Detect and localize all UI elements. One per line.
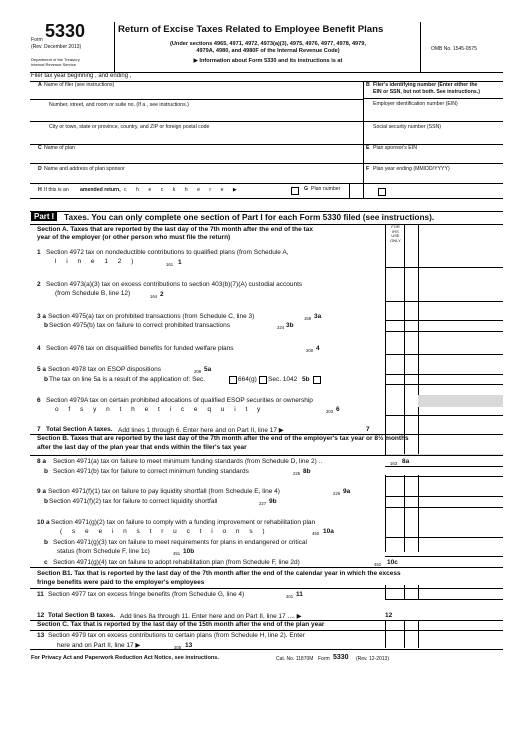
footer-revision: (Rev. 12-2013): [356, 656, 389, 662]
section-a-heading-1: Section A. Taxes that are reported by the last day of the 7th month after the end of the tax: [37, 226, 313, 233]
line-10c-text: Section 4971(g)(4) tax on failure to adopt rehabilitation plan (from Schedule F, line 2d): [53, 559, 300, 566]
line-10c-ref: 10c: [387, 559, 398, 566]
form-number: 5330: [45, 21, 86, 41]
line-7-bold-label: Total Section A taxes.: [46, 426, 113, 433]
section-a-heading-2: year of the employer (or other person who must file the return): [37, 234, 231, 241]
line-9a-code: 226: [333, 491, 341, 496]
field-c-letter: C: [38, 145, 42, 151]
irs-use-only-label: FOR IRS USE ONLY: [390, 224, 401, 243]
line-6-code: 203: [326, 409, 334, 414]
field-g-letter: G: [304, 186, 309, 192]
line-2-ref: 2: [160, 291, 164, 298]
line-5a-text: Section 4978 tax on ESOP dispositions: [48, 366, 161, 373]
line-6-text-cont: o f s y n t h e t i c e q u i t y: [55, 406, 265, 413]
instructions-info: ▶ Information about Form 5330 and its instructions is at: [193, 58, 343, 64]
line-5a-ref: 5a: [204, 366, 212, 373]
line-2-code: 164: [150, 294, 158, 299]
field-e-letter: E: [366, 145, 370, 151]
subtitle-line-1: (Under sections 4965, 4971, 4972, 4973(a)(3), 4975, 4976, 4977, 4978, 4979,: [170, 41, 366, 47]
revision-date: (Rev. December 2013): [31, 44, 82, 50]
plan-number-field[interactable]: Plan number: [311, 186, 341, 192]
line-5b-ref: 5b: [302, 376, 310, 383]
line-10a-number: 10 a: [37, 519, 50, 526]
catalog-number: Cat. No. 11870M: [276, 656, 314, 662]
line-5a-code: 209: [194, 369, 202, 374]
line-3a-number: 3 a: [37, 313, 47, 320]
part-i-title: Taxes. You can only complete one section of Part I for each Form 5330 filed (see instructions).: [64, 212, 435, 222]
line-3a-code: 159: [304, 316, 312, 321]
section-b-heading-2: after the last day of the plan year that ends within the filer's tax year: [37, 444, 247, 451]
line-1-text-cont: l i n e 1 2 ): [55, 258, 138, 265]
line-3b-text: Section 4975(b) tax on failure to correct prohibited transactions: [49, 322, 231, 329]
sec-1042-checkbox[interactable]: [259, 376, 267, 384]
line-10a-text: Section 4971(g)(2) tax on failure to comply with a funding improvement or rehabilitation plan: [51, 519, 316, 526]
line-12-text: Add lines 8a through 11. Enter here and on Part II, line 17 .... ▶: [120, 613, 302, 620]
line-10b-number: b: [44, 539, 48, 546]
field-d-letter: D: [38, 166, 42, 172]
ein-field[interactable]: Employer identification number (EIN): [373, 101, 458, 107]
line-5b-text: The tax on line 5a is a result of the application of: Sec.: [49, 376, 206, 383]
sponsor-ein-field[interactable]: Plan sponsor's EIN: [373, 145, 417, 151]
form-title: Return of Excise Taxes Related to Employee Benefit Plans: [118, 24, 384, 35]
line-1-code: 161: [166, 262, 174, 267]
tax-year-line: Filer tax year beginning , and ending ,: [31, 73, 132, 79]
line-12-number: 12: [37, 612, 45, 619]
line-7-ref: 7: [366, 426, 370, 433]
line-13-text-cont: here and on Part II, line 17 ▶: [57, 642, 141, 649]
line-11-text: Section 4977 tax on excess fringe benefits (from Schedule G, line 4): [48, 591, 245, 598]
line-10b-text-cont: status (from Schedule F, line 1c): [57, 548, 150, 555]
line-7-text: Add lines 1 through 6. Enter here and on Part II, line 17 ▶: [118, 427, 284, 434]
line-8b-code: 225: [293, 471, 301, 476]
line-4-text: Section 4976 tax on disqualified benefits for funded welfare plans: [46, 345, 234, 352]
field-a-letter: A: [38, 82, 42, 88]
line-10b-ref: 10b: [183, 548, 195, 555]
line-8b-number: b: [44, 468, 48, 475]
field-b-letter: B: [366, 82, 370, 88]
line-10c-number: c: [44, 559, 48, 566]
filer-id-label-1: Filer's identifying number (Enter either the: [373, 82, 478, 88]
ssn-field[interactable]: Social security number (SSN): [373, 124, 442, 130]
part-i-label: Part I: [31, 212, 57, 221]
line-9a-text: Section 4971(f)(1) tax on failure to pay liquidity shortfall (from Schedule E, line 4): [48, 488, 280, 495]
line-13-code: 205: [174, 645, 182, 650]
sec-664g-checkbox[interactable]: [229, 376, 237, 384]
filer-id-label-2: EIN or SSN, but not both. See instructions.): [373, 89, 480, 95]
line-5b-checkbox[interactable]: [313, 376, 321, 384]
section-b-heading-1: Section B. Taxes that are reported by the last day of the 7th month after the end of the employer's tax year or 8½ months: [37, 435, 409, 442]
line-3a-text: Section 4975(a) tax on prohibited transactions (from Schedule C, line 3): [48, 313, 255, 320]
field-h-letter: H: [38, 187, 42, 193]
subtitle-line-2: 4979A, 4980, and 4980F of the Internal Revenue Code): [196, 48, 340, 54]
city-state-zip-field[interactable]: City or town, state or province, country, and ZIP or foreign postal code: [49, 124, 210, 130]
line-7-number: 7: [37, 426, 41, 433]
amended-return-label: amended return,: [80, 187, 121, 193]
line-11-code: 201: [286, 594, 294, 599]
footer-form-word: Form: [318, 656, 330, 662]
line-12-ref: 12: [385, 612, 393, 619]
line-8a-code: 163: [390, 461, 398, 466]
line-5a-number: 5 a: [37, 366, 47, 373]
line-2-text-cont: (from Schedule B, line 12): [55, 290, 131, 297]
line-1-ref: 1: [178, 259, 182, 266]
sec-664g-label: 664(g): [238, 376, 257, 383]
form-label: Form: [31, 37, 43, 43]
line-9b-ref: 9b: [269, 498, 277, 505]
line-6-number: 6: [37, 397, 41, 404]
line-13-ref: 13: [185, 642, 193, 649]
line-8b-ref: 8b: [303, 468, 311, 475]
line-9b-text: Section 4971(f)(2) tax for failure to correct liquidity shortfall: [49, 498, 218, 505]
plan-number-checkbox[interactable]: [378, 188, 386, 196]
field-f-letter: F: [366, 166, 370, 172]
sponsor-name-address-field[interactable]: Name and address of plan sponsor: [44, 166, 125, 172]
line-2-text: Section 4973(a)(3) tax on excess contributions to section 403(b)(7)(A) custodial accounts: [46, 281, 303, 288]
privacy-notice: For Privacy Act and Paperwork Reduction Act Notice, see instructions.: [31, 655, 219, 661]
omb-number: OMB No. 1545-0575: [431, 46, 477, 52]
line-10b-code: 451: [173, 551, 181, 556]
line-9b-code: 227: [259, 501, 267, 506]
line-3b-ref: 3b: [286, 322, 294, 329]
line-4-number: 4: [37, 345, 41, 352]
line-3b-number: b: [44, 322, 48, 329]
section-b1-heading-2: fringe benefits were paid to the employer's employees: [37, 579, 205, 586]
line-6-text: Section 4979A tax on certain prohibited allocations of qualified ESOP securities or ownership: [46, 397, 313, 404]
line-10a-text-cont: ( s e e i n s t r u c t i o n s ): [60, 528, 269, 535]
amended-prefix: If this is an: [44, 187, 69, 193]
line-9a-number: 9 a: [37, 488, 47, 495]
line-8a-ref: 8a: [402, 458, 410, 465]
line-13-text: Section 4979 tax on excess contributions to certain plans (from Schedule H, line 2). Enter: [48, 632, 305, 639]
amended-return-checkbox[interactable]: [291, 187, 299, 195]
line-6-ref: 6: [336, 406, 340, 413]
plan-year-ending-field[interactable]: Plan year ending (MM/DD/YYYY): [373, 166, 450, 172]
line-5b-number: b: [44, 376, 48, 383]
line-1-number: 1: [37, 249, 41, 256]
line-10a-code: 450: [312, 531, 320, 536]
line-8a-text: Section 4971(a) tax on failure to meet minimum funding standards (from Schedule D, line 2) ..: [53, 458, 323, 465]
line-4-code: 200: [306, 348, 314, 353]
line-9a-ref: 9a: [343, 488, 351, 495]
line-10a-ref: 10a: [323, 528, 334, 535]
line-10c-code: 452: [374, 562, 382, 567]
sec-1042-label: Sec. 1042: [268, 376, 298, 383]
line-13-number: 13: [37, 632, 45, 639]
line-1-text: Section 4972 tax on nondeductible contributions to qualified plans (from Schedule A,: [46, 249, 289, 256]
filer-name-field[interactable]: Name of filer (see instructions): [44, 82, 115, 88]
line-8b-text: Section 4971(b) tax for failure to correct minimum funding standards: [53, 468, 249, 475]
line-9b-number: b: [44, 498, 48, 505]
section-c-heading: Section C. Tax that is reported by the last day of the 15th month after the end of the plan year: [37, 621, 325, 628]
check-here-label: c h e c k h e r e ▶: [124, 187, 241, 193]
section-b1-heading-1: Section B1. Tax that is reported by the last day of the 7th month after the end of the calendar year in which the excess: [37, 570, 401, 577]
line-10b-text: Section 4971(g)(3) tax on failure to meet requirements for plans in endangered or critical: [53, 539, 307, 546]
line-2-number: 2: [37, 281, 41, 288]
line-4-ref: 4: [316, 345, 320, 352]
plan-name-field[interactable]: Name of plan: [44, 145, 75, 151]
line-3a-ref: 3a: [314, 313, 322, 320]
department: Department of the Treasury: [31, 57, 80, 62]
line-11-ref: 11: [296, 591, 303, 598]
line-3b-code: 224: [277, 325, 285, 330]
footer-form-number: 5330: [333, 654, 349, 661]
line-8a-number: 8 a: [37, 458, 47, 465]
line-12-bold-label: Total Section B taxes.: [48, 612, 116, 619]
street-address-field[interactable]: Number, street, and room or suite no. (If a , see instructions.): [49, 102, 189, 108]
agency: Internal Revenue Service: [31, 62, 76, 67]
line-11-number: 11: [37, 591, 44, 598]
